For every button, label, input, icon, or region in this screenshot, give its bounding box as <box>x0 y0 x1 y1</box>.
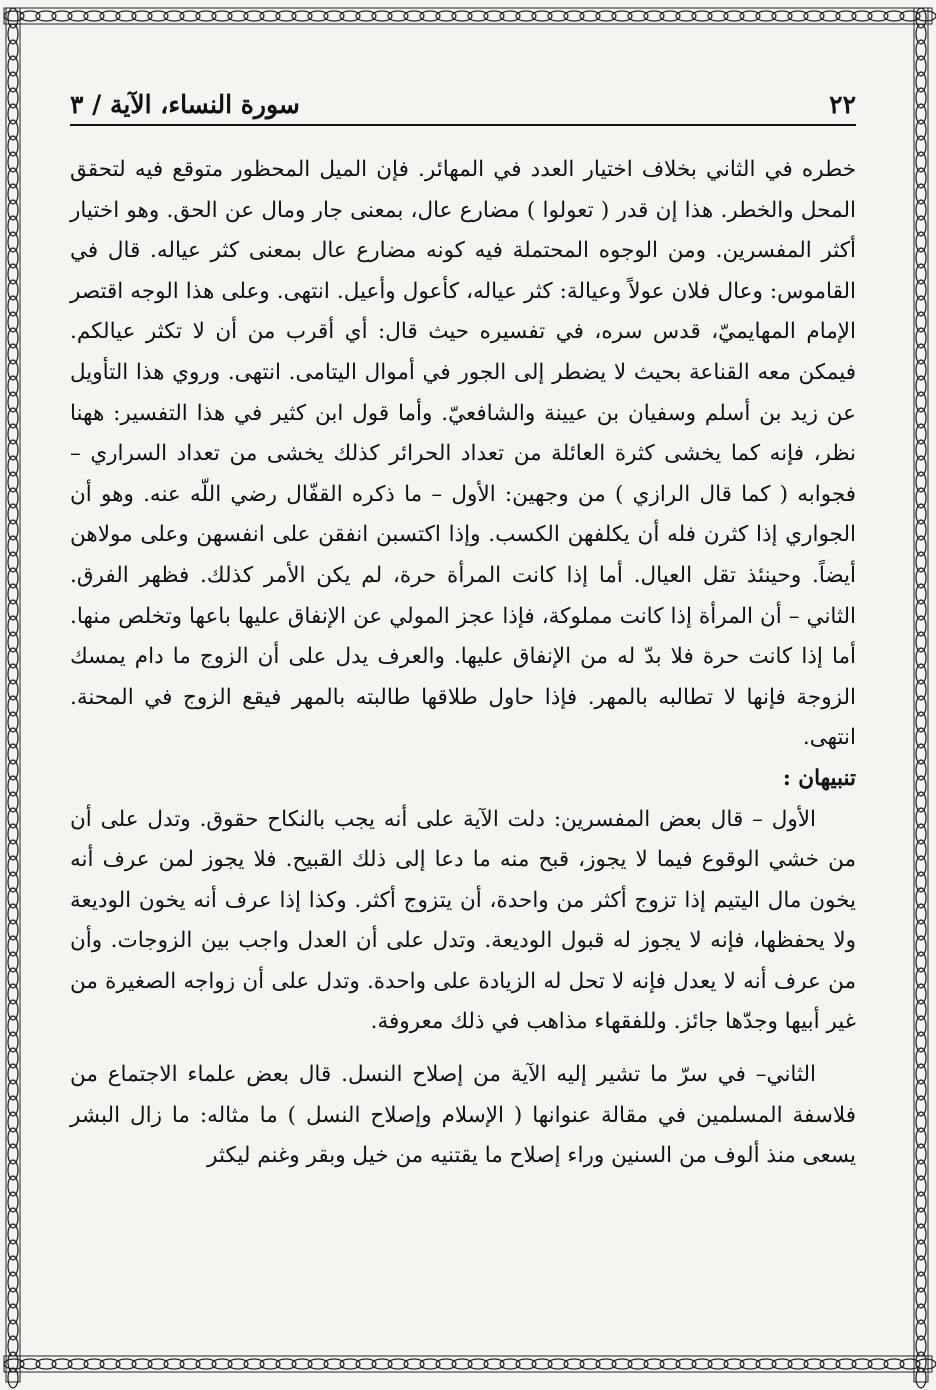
chain-border-bottom <box>0 1350 936 1380</box>
paragraph-2: الأول – قال بعض المفسرين: دلت الآية على أنه يجب بالنكاح حقوق. وتدل على أن من خشي الوقوع فيما لا يجوز، قبح منه ما دعا إلى ذلك القبيح. فلا يجوز لمن عرف أنه يخون مال اليتيم إذا تزوج أكثر من واحدة، أن يتزوج أكثر. وكذا إذا عرف أنه يخون الوديعة ولا يحفظها، فإنه لا يجوز له قبول الوديعة. وتدل على أن العدل واجب بين الزوجات. وأن من عرف أنه لا يعدل فإنه لا تحل له الزيادة على واحدة. وتدل على أن زواجه الصغيرة من غير أبيها وجدّها جائز. وللفقهاء مذاهب في ذلك معروفة. <box>70 806 856 1035</box>
paragraph-3: الثاني– في سرّ ما تشير إليه الآية من إصلاح النسل. قال بعض علماء الاجتماع من فلاسفة المسلمين في مقالة عنوانها ( الإسلام وإصلاح النسل ) ما مثاله: ما زال البشر يسعى منذ ألوف من السنين وراء إصلاح ما يقتنيه من خيل وبقر وغنم ليكثر <box>70 1062 856 1169</box>
chain-border-right <box>908 0 934 1390</box>
page-body <box>70 150 856 1177</box>
paragraph-1: خطره في الثاني بخلاف اختيار العدد في المهائر. فإن الميل المحظور متوقع فيه لتحقق المحل والخطر. هذا إن قدر ( تعولوا ) مضارع عال، بمعنى جار ومال عن الحق. وهو اختيار أكثر المفسرين. ومن الوجوه المحتملة فيه كونه مضارع عال بمعنى كثر عياله. قال في القاموس: وعال فلان عولاً وعيالة: كثر عياله، كأعول وأعيل. انتهى. وعلى هذا الوجه اقتصر الإمام المهايميّ، قدس سره، في تفسيره حيث قال: أي أقرب من أن لا تكثر عيالكم. فيمكن معه القناعة بحيث لا يضطر إلى الجور في أموال اليتامى. انتهى. وروي هذا التأويل عن زيد بن أسلم وسفيان بن عيينة والشافعيّ. وأما قول ابن كثير في هذا التفسير: ههنا نظر، فإنه كما يخشى كثرة العائلة من تعداد الحرائر كذلك يخشى من تعداد السراري – فجوابه ( كما قال الرازي ) من وجهين: الأول – ما ذكره القفّال رضي اللّه عنه. وهو أن الجواري إذا كثرن فله أن يكلفهن الكسب. وإذا اكتسبن انفقن على انفسهن وعلى مولاهن أيضاً. وحينئذ تقل العيال. أما إذا كانت المرأة حرة، لم يكن الأمر كذلك. فظهر الفرق. الثاني – أن المرأة إذا كانت مملوكة، فإذا عجز المولي عن الإنفاق عليها باعها وتخلص منها. أما إذا كانت حرة فلا بدّ له من الإنفاق عليها. والعرف يدل على أن الزوج ما دام يمسك الزوجة فإنها لا تطالبه بالمهر. فإذا حاول طلاقها طالبته بالمهر فيقع الزوج في المحنة. انتهى. <box>70 157 856 751</box>
page-number: ٢٢ <box>829 89 856 119</box>
header-rule <box>70 124 856 126</box>
chain-border-top <box>0 0 936 30</box>
book-page <box>70 70 856 1340</box>
section-heading: تنبيهان : <box>782 765 856 791</box>
running-header <box>70 84 856 124</box>
chain-border-left <box>0 0 26 1390</box>
surah-title: سورة النساء، الآية / ٣ <box>70 89 300 119</box>
